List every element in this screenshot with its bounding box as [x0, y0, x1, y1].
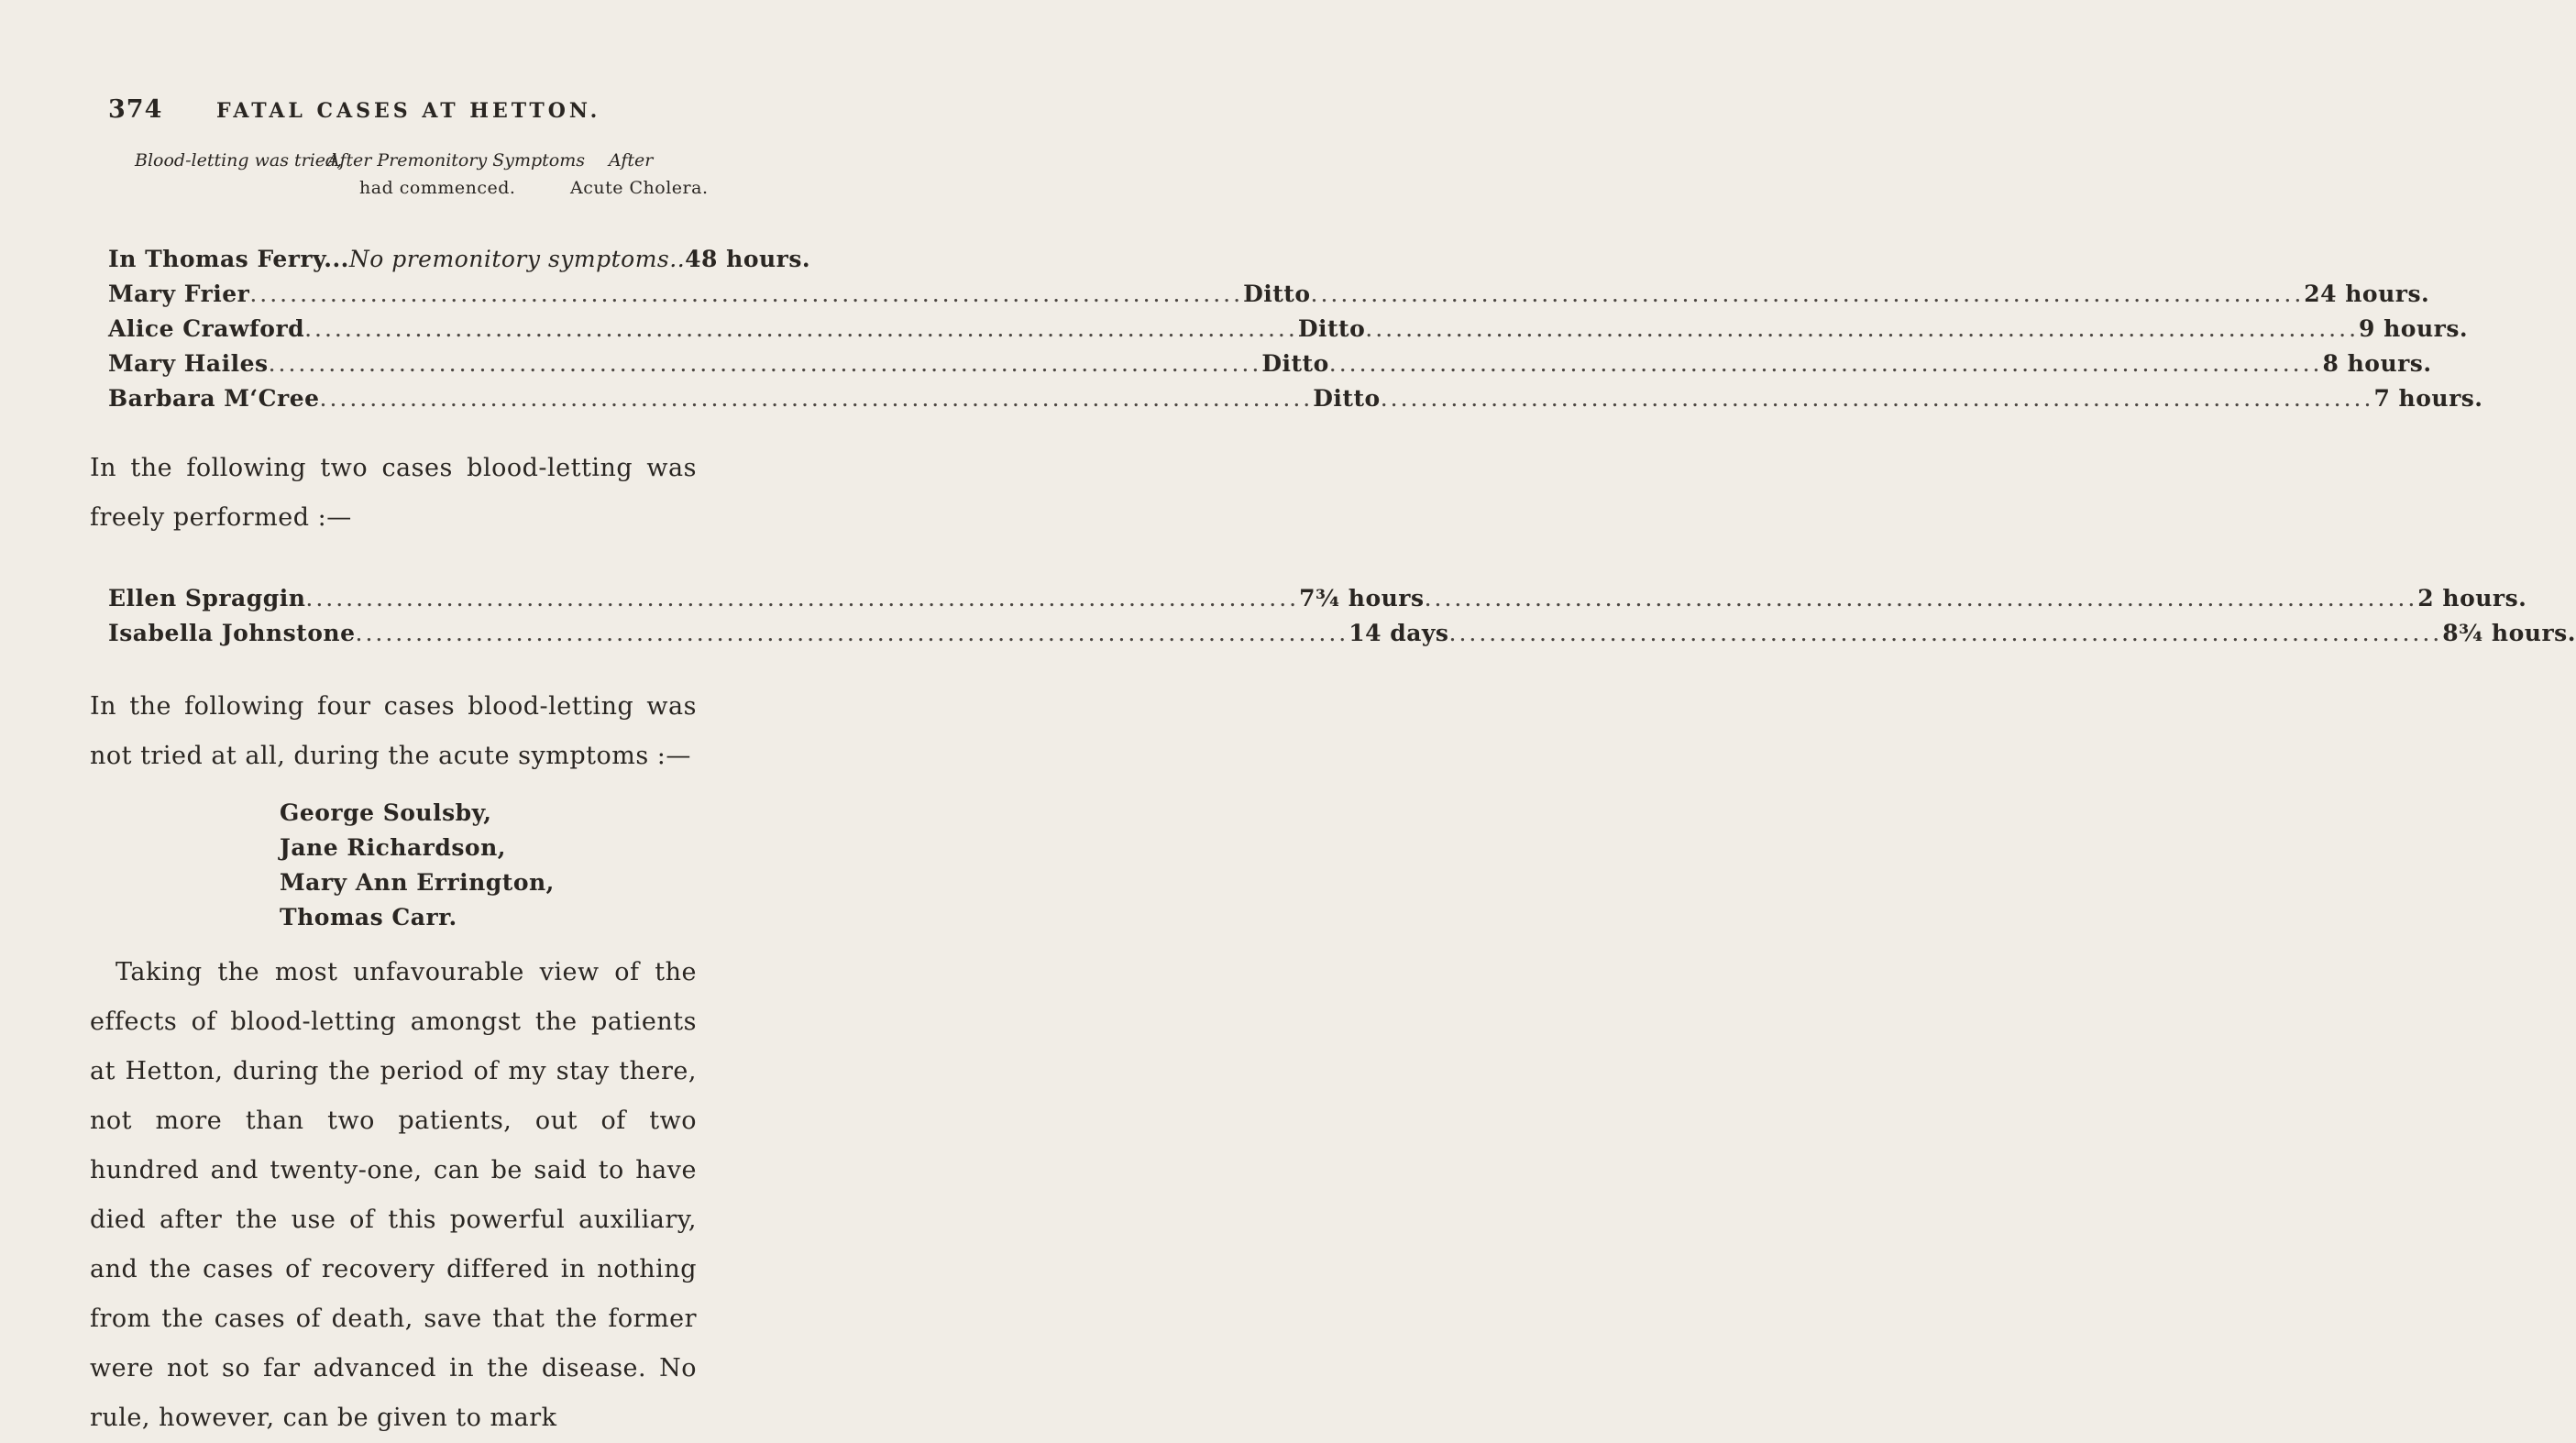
leader-dots — [249, 281, 1243, 307]
table-row — [108, 585, 2527, 618]
page-number: 374 — [108, 95, 163, 124]
names-list — [280, 796, 555, 935]
acute-interval: 9 hours. — [2359, 315, 2469, 342]
table-row — [108, 315, 2469, 348]
leader-dots — [1311, 281, 2305, 307]
list-item: Mary Ann Errington, — [280, 869, 555, 896]
column-subheading-premonitory: had commenced. — [359, 178, 516, 198]
second-interval: 8¾ hours. — [2442, 620, 2576, 646]
table-row — [108, 246, 811, 279]
acute-interval: 24 hours. — [2304, 281, 2430, 307]
page-header — [108, 95, 678, 132]
patient-name: Barbara M‘Cree — [108, 385, 320, 412]
leader-dots — [1381, 385, 2374, 412]
leader-dots — [1425, 585, 2418, 611]
leader-dots — [320, 385, 1314, 412]
list-item: George Soulsby, — [280, 799, 492, 826]
leader-dots — [269, 350, 1262, 377]
patient-name: Ellen Spraggin — [108, 585, 306, 611]
first-interval: 14 days — [1349, 620, 1449, 646]
column-heading-blood-letting: Blood-letting was tried, — [135, 150, 343, 171]
leader-dots — [1365, 315, 2359, 342]
acute-interval: 8 hours. — [2322, 350, 2432, 377]
column-heading-premonitory: After Premonitory Symptoms — [327, 150, 586, 171]
list-item: Jane Richardson, — [280, 834, 506, 861]
patient-name: Mary Frier — [108, 281, 250, 307]
patient-name: In Thomas Ferry... — [108, 246, 349, 272]
patient-name: Alice Crawford — [108, 315, 305, 342]
table-row — [108, 281, 2430, 314]
first-interval: 7¾ hours — [1299, 585, 1425, 611]
paragraph: In the following four cases blood-letting was not tried at all, during the acute symptoms :— — [90, 692, 697, 770]
leader-dots — [305, 585, 1299, 611]
leader-dots — [304, 315, 1298, 342]
column-heading-after: After — [609, 150, 654, 171]
premonitory-interval: Ditto — [1313, 385, 1381, 412]
table-row — [108, 350, 2432, 383]
table-row — [108, 620, 2576, 653]
premonitory-interval: Ditto — [1297, 315, 1366, 342]
list-item: Thomas Carr. — [280, 904, 457, 931]
leader-dots — [1329, 350, 2323, 377]
table-row — [108, 385, 2483, 418]
premonitory-interval: Ditto — [1243, 281, 1311, 307]
second-interval: 2 hours. — [2417, 585, 2527, 611]
premonitory-interval: Ditto — [1261, 350, 1329, 377]
patient-name: Isabella Johnstone — [108, 620, 356, 646]
acute-interval: 7 hours. — [2373, 385, 2483, 412]
running-title: FATAL CASES AT HETTON. — [216, 99, 601, 123]
paragraph: In the following two cases blood-letting was freely performed :— — [90, 454, 697, 532]
paragraph: Taking the most unfavourable view of the effects of blood-letting amongst the patients at Hetton, during the period of my stay there, not more than two patients, out of two hundred and twenty-one, can be said to have died after the use of this powerful auxiliary, and the cases of recovery differed in nothing from the cases of death, save that the former were not so far advanced in the disease. No rule, however, can be given to mark — [90, 958, 697, 1432]
patient-name: Mary Hailes — [108, 350, 269, 377]
column-subheading-acute-cholera: Acute Cholera. — [570, 178, 709, 198]
premonitory-interval: No premonitory symptoms.. — [348, 246, 686, 272]
leader-dots — [1449, 620, 2443, 646]
acute-interval: 48 hours. — [685, 246, 811, 272]
leader-dots — [356, 620, 1349, 646]
